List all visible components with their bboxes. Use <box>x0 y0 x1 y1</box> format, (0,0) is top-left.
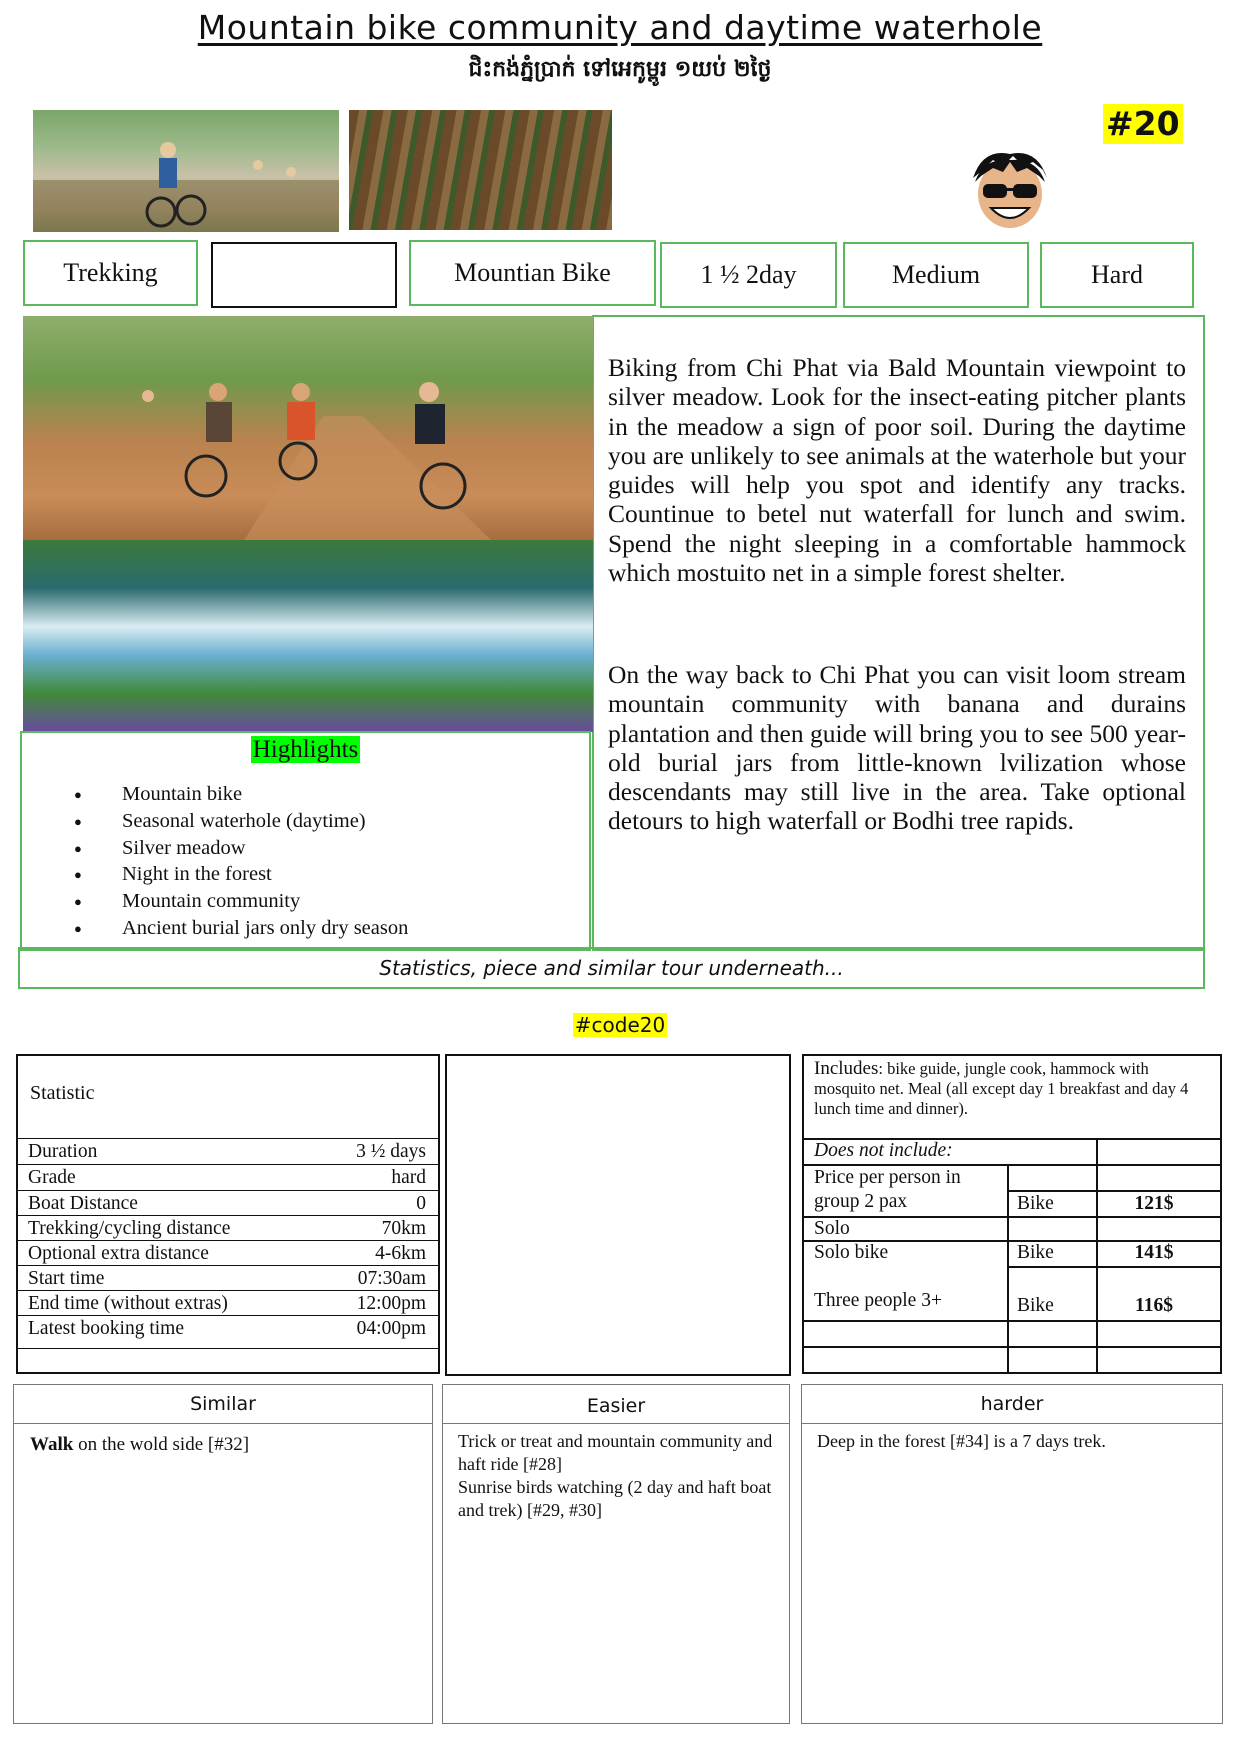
stat-value: 12:00pm <box>356 1293 426 1314</box>
group-price-label: Price per person in group 2 pax <box>814 1167 961 1212</box>
stat-label: Optional extra distance <box>28 1243 209 1264</box>
pricing-col-divider <box>1007 1164 1009 1372</box>
solo-bike-label: Solo bike <box>814 1242 889 1263</box>
activity-box-empty <box>211 242 397 308</box>
stat-row-divider <box>18 1348 438 1349</box>
photo-cyclists-road <box>23 316 593 542</box>
three-people-type: Bike <box>1017 1295 1054 1316</box>
pricing-divider <box>1007 1266 1220 1268</box>
group-price: 121$ <box>1134 1193 1174 1214</box>
photo-waterfall <box>23 540 593 732</box>
mascot-avatar <box>963 148 1057 234</box>
pricing-divider <box>804 1346 1220 1348</box>
includes-detail: : bike guide, jungle cook, hammock with mosquito net. Meal (all except day 1 breakfast and day 4 lunch time and dinner). <box>814 1059 1189 1118</box>
stat-value: 70km <box>381 1218 426 1239</box>
stat-label: Latest booking time <box>28 1318 184 1339</box>
not-include-label: Does not include: <box>814 1140 953 1161</box>
stat-value: 3 ½ days <box>356 1141 426 1162</box>
map-placeholder-box <box>445 1054 791 1376</box>
stat-label: Duration <box>28 1141 98 1162</box>
highlights-list <box>74 781 408 942</box>
similar-heading: Similar <box>190 1393 256 1415</box>
tour-code: #code20 <box>574 1013 666 1037</box>
activity-box-duration: 1 ½ 2day <box>660 242 837 308</box>
solo-bike-type: Bike <box>1017 1242 1054 1263</box>
pricing-divider <box>1007 1190 1220 1192</box>
stat-row-duration <box>18 1138 438 1163</box>
column-head-divider <box>443 1423 789 1424</box>
stat-row-trekking <box>18 1215 438 1240</box>
activity-box-trekking: Trekking <box>23 240 198 306</box>
stat-row-start <box>18 1265 438 1290</box>
description-paragraph-1: Biking from Chi Phat via Bald Mountain viewpoint to silver meadow. Look for the insect-eating pitcher plants in the meadow a sign of poor soil. During the daytime you are unlikely to see animals at the waterhole but your guides will help you spot and identify any tracks. Countinue to betel nut waterfall for lunch and swim. Spend the night sleeping in a comfortable hammock which mostuito net in a simple forest shelter. <box>608 353 1186 588</box>
column-head-divider <box>14 1423 432 1424</box>
photo-cyclists-road-art <box>23 316 593 542</box>
pricing-divider <box>804 1320 1220 1322</box>
harder-text: Deep in the forest [#34] is a 7 days trek. <box>817 1431 1106 1451</box>
easier-column <box>442 1384 790 1724</box>
highlight-item: ● Seasonal waterhole (daytime) <box>74 808 408 835</box>
photo-bikers-crossing-art <box>33 110 339 232</box>
highlights-title-wrap <box>20 736 591 764</box>
harder-heading: harder <box>980 1393 1044 1415</box>
description-paragraph-2: On the way back to Chi Phat you can visit loom stream mountain community with banana and durains plantation and then guide will bring you to see 500 year-old burial jars from little-known lvilization whose descendants may still live in the area. Take optional detours to high waterfall or Bodhi tree rapids. <box>608 660 1186 836</box>
stat-value: hard <box>391 1167 426 1188</box>
solo-label: Solo <box>814 1218 850 1239</box>
activity-box-hard: Hard <box>1040 242 1194 308</box>
stat-row-grade <box>18 1164 438 1189</box>
stat-value: 07:30am <box>357 1268 426 1289</box>
highlight-item: ● Mountain bike <box>74 781 408 808</box>
easier-text-2: Sunrise birds watching (2 day and haft boat and trek) [#29, #30] <box>458 1477 772 1520</box>
stat-value: 4-6km <box>375 1243 426 1264</box>
includes-text <box>814 1059 1214 1119</box>
highlight-item: ● Silver meadow <box>74 835 408 862</box>
statistics-note-bar <box>18 947 1205 989</box>
stat-value: 0 <box>416 1193 426 1214</box>
solo-bike-price: 141$ <box>1134 1242 1174 1263</box>
group-type: Bike <box>1017 1193 1054 1214</box>
three-people-price: 116$ <box>1135 1295 1173 1316</box>
stat-label: Boat Distance <box>28 1193 138 1214</box>
stat-label: Grade <box>28 1167 76 1188</box>
code-badge-wrap <box>0 1013 1240 1037</box>
highlights-title: Highlights <box>252 736 359 763</box>
tour-number-badge: #20 <box>1103 104 1183 144</box>
highlight-item: ● Ancient burial jars only dry season <box>74 915 408 942</box>
mascot-face-icon <box>963 148 1057 234</box>
stat-label: End time (without extras) <box>28 1293 228 1314</box>
statistics-note: Statistics, piece and similar tour underneath... <box>379 956 844 980</box>
photo-bikers-crossing <box>33 110 339 232</box>
similar-detail: on the wold side [#32] <box>73 1434 250 1455</box>
pricing-divider <box>804 1216 1220 1218</box>
activity-box-mountain-bike: Mountian Bike <box>409 240 656 306</box>
includes-label: Includes <box>814 1058 879 1079</box>
stat-row-optional <box>18 1240 438 1265</box>
statistic-heading: Statistic <box>30 1082 95 1104</box>
three-people-label: Three people 3+ <box>814 1290 942 1311</box>
statistic-table <box>16 1054 440 1374</box>
highlight-item: ● Mountain community <box>74 888 408 915</box>
similar-bold: Walk <box>30 1434 74 1455</box>
stat-row-end <box>18 1290 438 1315</box>
activity-box-medium: Medium <box>843 242 1029 308</box>
stat-value: 04:00pm <box>356 1318 426 1339</box>
page-subtitle-khmer: ជិះកង់ភ្នំប្រាក់ ទៅអេកូម្ពូរ ១យប់ ២ថ្ងៃ <box>468 57 772 82</box>
easier-heading: Easier <box>586 1395 646 1417</box>
similar-text <box>30 1433 420 1456</box>
stat-label: Start time <box>28 1268 105 1289</box>
column-head-divider <box>802 1423 1222 1424</box>
harder-column <box>801 1384 1223 1724</box>
easier-text-1: Trick or treat and mountain community and haft ride [#28] <box>458 1431 773 1474</box>
similar-column <box>13 1384 433 1724</box>
highlight-item: ● Night in the forest <box>74 861 408 888</box>
stat-row-booking <box>18 1315 438 1340</box>
stat-label: Trekking/cycling distance <box>28 1218 231 1239</box>
pricing-table <box>802 1054 1222 1374</box>
page-title: Mountain bike community and daytime waterhole <box>197 8 1043 47</box>
stat-row-boat <box>18 1190 438 1215</box>
photo-wooden-bridge <box>349 110 612 230</box>
